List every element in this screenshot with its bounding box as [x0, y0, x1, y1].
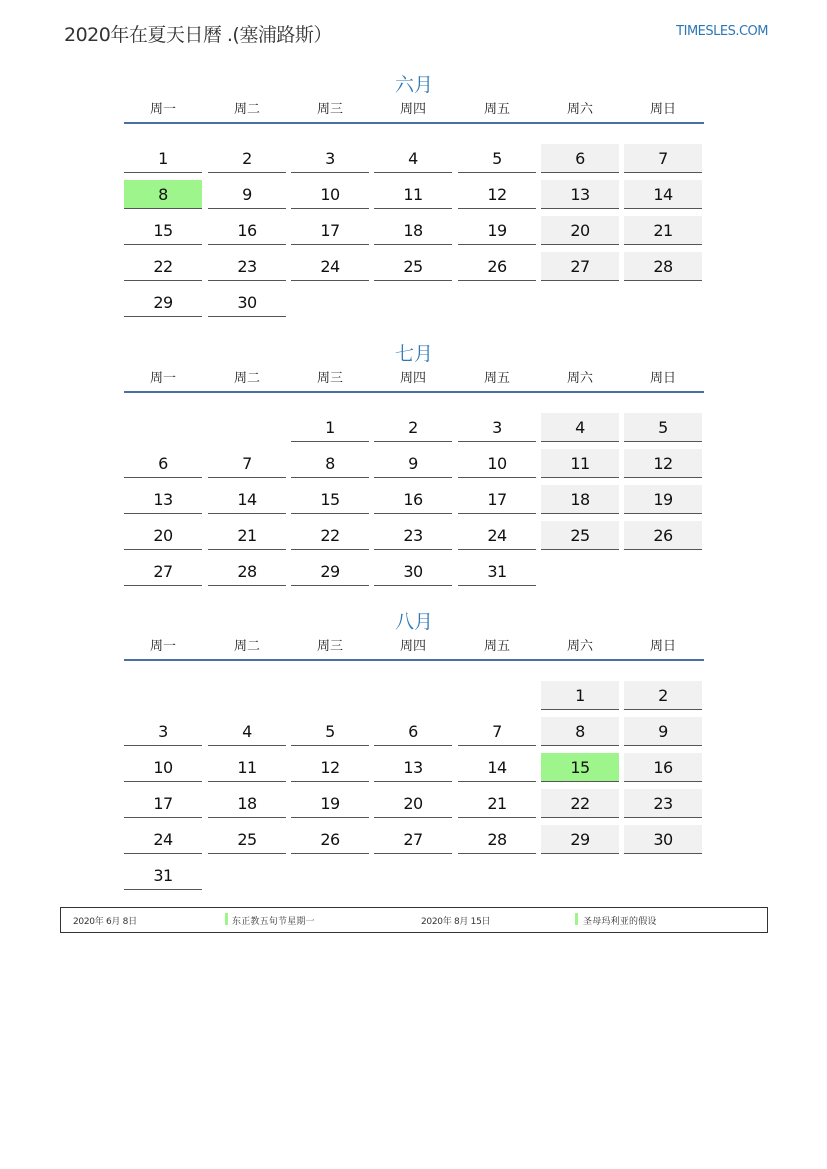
day-cell[interactable]: 5 [624, 413, 702, 442]
day-cell[interactable]: 12 [624, 449, 702, 478]
day-cell[interactable]: 1 [124, 144, 202, 173]
day-cell[interactable]: 8 [541, 717, 619, 746]
page-header [64, 20, 768, 48]
day-cell[interactable]: 23 [624, 789, 702, 818]
day-cell[interactable]: 2 [208, 144, 286, 173]
holiday-legend [60, 907, 768, 933]
weekday-label: 周二 [233, 102, 260, 117]
day-cell[interactable]: 21 [458, 789, 536, 818]
day-cell[interactable]: 10 [124, 753, 202, 782]
day-cell[interactable]: 10 [291, 180, 369, 209]
weekday-header-row [124, 367, 704, 391]
day-cell[interactable]: 24 [458, 521, 536, 550]
weekday-label: 周四 [399, 102, 426, 117]
day-cell[interactable]: 22 [541, 789, 619, 818]
day-cell[interactable]: 6 [124, 449, 202, 478]
day-cell[interactable]: 18 [208, 789, 286, 818]
day-cell[interactable]: 17 [124, 789, 202, 818]
weekday-label: 周六 [566, 639, 593, 654]
day-cell[interactable]: 3 [458, 413, 536, 442]
header-divider [124, 122, 704, 124]
day-cell[interactable]: 2 [374, 413, 452, 442]
day-cell[interactable]: 13 [541, 180, 619, 209]
day-cell[interactable]: 20 [124, 521, 202, 550]
weekday-label: 周五 [483, 371, 510, 386]
day-cell[interactable]: 1 [291, 413, 369, 442]
weekday-label: 周三 [316, 102, 343, 117]
day-cell[interactable]: 11 [374, 180, 452, 209]
day-cell[interactable]: 6 [541, 144, 619, 173]
day-cell[interactable]: 3 [291, 144, 369, 173]
day-cell[interactable]: 16 [208, 216, 286, 245]
legend-holiday-name: 东正教五旬节星期一 [232, 917, 315, 927]
holiday-color-marker [575, 913, 578, 925]
day-cell[interactable]: 9 [374, 449, 452, 478]
day-cell[interactable]: 8 [291, 449, 369, 478]
weekday-label: 周一 [149, 371, 176, 386]
day-cell[interactable]: 27 [541, 252, 619, 281]
day-cell[interactable]: 22 [291, 521, 369, 550]
holiday-day-cell[interactable]: 15 [541, 753, 619, 782]
day-cell[interactable]: 2 [624, 681, 702, 710]
day-cell[interactable]: 25 [374, 252, 452, 281]
day-cell[interactable]: 20 [374, 789, 452, 818]
weekday-header-row [124, 635, 704, 659]
day-cell[interactable]: 16 [624, 753, 702, 782]
legend-date: 2020年 6月 8日 [73, 917, 137, 927]
day-cell[interactable]: 4 [208, 717, 286, 746]
weekday-label: 周四 [399, 639, 426, 654]
day-cell[interactable]: 24 [291, 252, 369, 281]
site-link[interactable]: TIMESLES.COM [676, 24, 768, 39]
day-cell[interactable]: 5 [291, 717, 369, 746]
day-cell[interactable]: 29 [124, 288, 202, 317]
day-cell[interactable]: 6 [374, 717, 452, 746]
day-cell[interactable]: 5 [458, 144, 536, 173]
day-cell[interactable]: 29 [291, 557, 369, 586]
weekday-label: 周六 [566, 102, 593, 117]
day-cell[interactable]: 25 [541, 521, 619, 550]
day-cell[interactable]: 23 [374, 521, 452, 550]
day-cell[interactable]: 30 [374, 557, 452, 586]
weekday-label: 周二 [233, 639, 260, 654]
weekday-label: 周日 [649, 639, 676, 654]
weekday-label: 周日 [649, 102, 676, 117]
day-cell[interactable]: 4 [374, 144, 452, 173]
weekday-label: 周二 [233, 371, 260, 386]
weekday-label: 周六 [566, 371, 593, 386]
legend-date: 2020年 8月 15日 [421, 917, 491, 927]
day-cell[interactable]: 20 [541, 216, 619, 245]
weekday-label: 周五 [483, 102, 510, 117]
day-cell[interactable]: 17 [458, 485, 536, 514]
day-cell[interactable]: 11 [541, 449, 619, 478]
day-cell[interactable]: 14 [208, 485, 286, 514]
weekday-label: 周三 [316, 371, 343, 386]
day-cell[interactable]: 9 [624, 717, 702, 746]
day-cell[interactable]: 7 [208, 449, 286, 478]
day-cell[interactable]: 31 [458, 557, 536, 586]
day-cell[interactable]: 15 [124, 216, 202, 245]
day-cell[interactable]: 15 [291, 485, 369, 514]
header-divider [124, 391, 704, 393]
day-cell[interactable]: 4 [541, 413, 619, 442]
day-cell[interactable]: 29 [541, 825, 619, 854]
day-cell[interactable]: 19 [291, 789, 369, 818]
day-cell[interactable]: 18 [541, 485, 619, 514]
day-cell[interactable]: 7 [624, 144, 702, 173]
weekday-label: 周日 [649, 371, 676, 386]
day-cell[interactable]: 28 [458, 825, 536, 854]
day-cell[interactable]: 28 [624, 252, 702, 281]
legend-holiday-name: 圣母玛利亚的假设 [583, 917, 657, 927]
day-cell[interactable]: 17 [291, 216, 369, 245]
day-cell[interactable]: 14 [624, 180, 702, 209]
day-cell[interactable]: 26 [291, 825, 369, 854]
day-cell[interactable]: 3 [124, 717, 202, 746]
weekday-label: 周五 [483, 639, 510, 654]
day-cell[interactable]: 14 [458, 753, 536, 782]
day-cell[interactable]: 26 [458, 252, 536, 281]
day-cell[interactable]: 18 [374, 216, 452, 245]
weekday-label: 周一 [149, 639, 176, 654]
weekday-label: 周四 [399, 371, 426, 386]
day-cell[interactable]: 23 [208, 252, 286, 281]
day-cell[interactable]: 13 [124, 485, 202, 514]
weekday-header-row [124, 98, 704, 122]
month-title: 六月 [394, 74, 433, 96]
day-cell[interactable]: 21 [624, 216, 702, 245]
day-cell[interactable]: 12 [458, 180, 536, 209]
holiday-color-marker [225, 913, 228, 925]
day-cell[interactable]: 9 [208, 180, 286, 209]
holiday-day-cell[interactable]: 8 [124, 180, 202, 209]
day-cell[interactable]: 7 [458, 717, 536, 746]
day-cell[interactable]: 26 [624, 521, 702, 550]
day-cell[interactable]: 25 [208, 825, 286, 854]
day-cell[interactable]: 19 [624, 485, 702, 514]
weekday-label: 周一 [149, 102, 176, 117]
month-title: 八月 [394, 611, 433, 633]
day-cell[interactable]: 13 [374, 753, 452, 782]
day-cell[interactable]: 31 [124, 861, 202, 890]
day-cell[interactable]: 19 [458, 216, 536, 245]
page-title: 2020年在夏天日曆 .(塞浦路斯） [64, 24, 332, 46]
day-cell[interactable]: 27 [374, 825, 452, 854]
month-title: 七月 [394, 343, 433, 365]
header-divider [124, 659, 704, 661]
day-cell[interactable]: 30 [624, 825, 702, 854]
day-cell[interactable]: 30 [208, 288, 286, 317]
day-cell[interactable]: 10 [458, 449, 536, 478]
day-cell[interactable]: 27 [124, 557, 202, 586]
day-cell[interactable]: 21 [208, 521, 286, 550]
day-cell[interactable]: 11 [208, 753, 286, 782]
day-cell[interactable]: 28 [208, 557, 286, 586]
day-cell[interactable]: 24 [124, 825, 202, 854]
day-cell[interactable]: 16 [374, 485, 452, 514]
day-cell[interactable]: 12 [291, 753, 369, 782]
day-cell[interactable]: 1 [541, 681, 619, 710]
weekday-label: 周三 [316, 639, 343, 654]
day-cell[interactable]: 22 [124, 252, 202, 281]
